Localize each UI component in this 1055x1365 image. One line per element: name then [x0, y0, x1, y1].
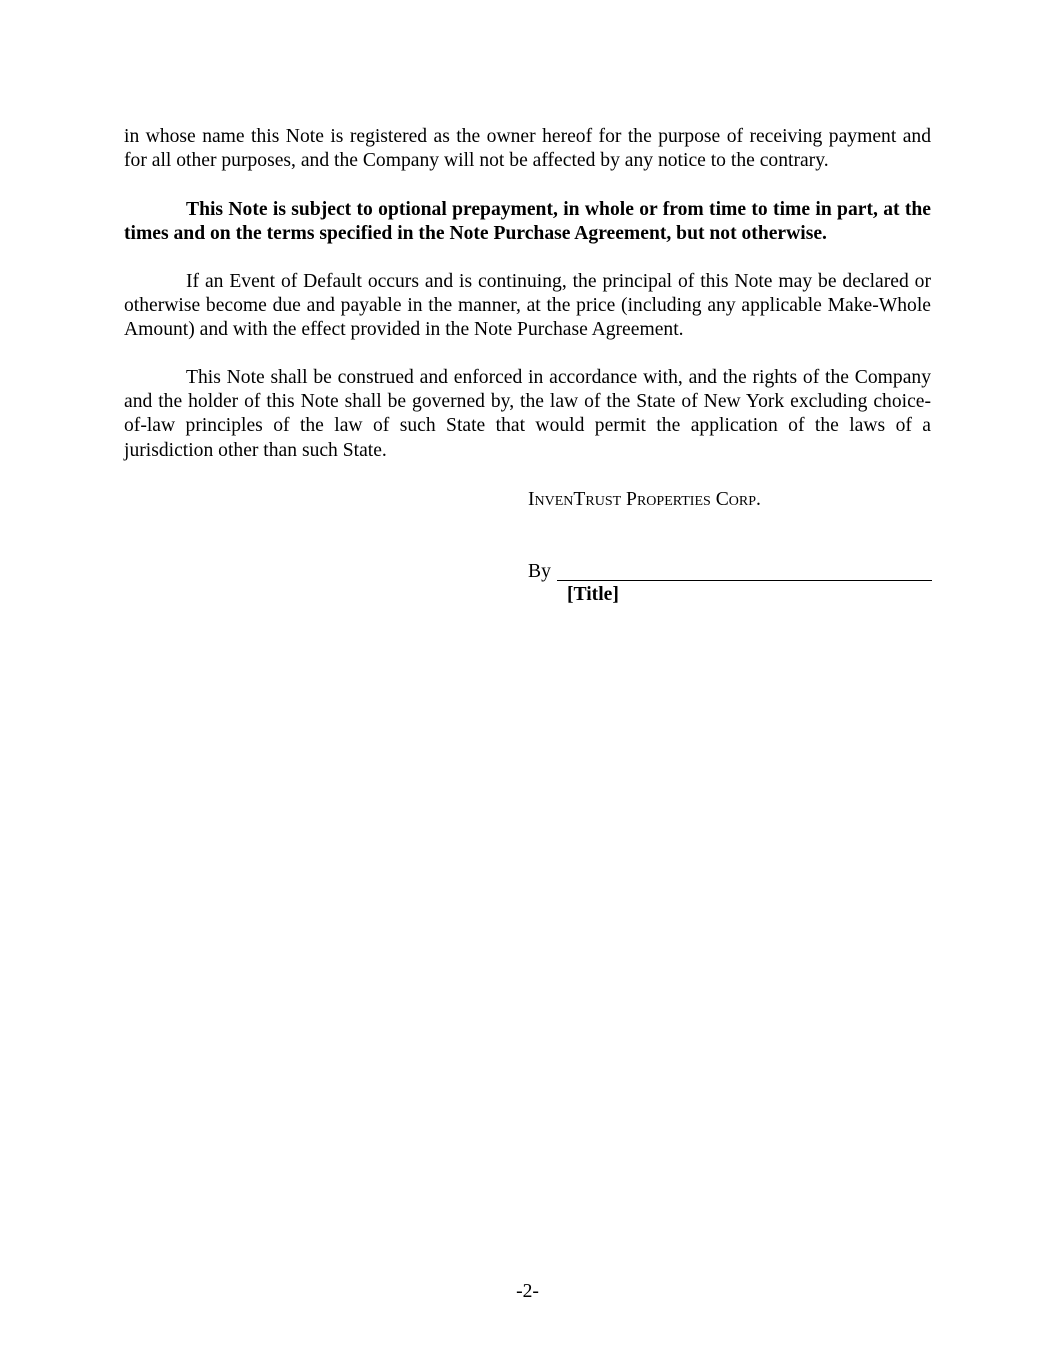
paragraph-registered-owner: in whose name this Note is registered as the owner hereof for the purpose of receiving payment and for all other purposes, and the Company will not be affected by any notice to the contrary. — [124, 126, 931, 172]
signature-title-placeholder: [Title] — [567, 584, 619, 605]
signature-line — [557, 580, 932, 581]
signature-by-label: By — [528, 561, 551, 582]
paragraph-governing-law: This Note shall be construed and enforced in accordance with, and the rights of the Company and the holder of this Note shall be governed by, the law of the State of New York excluding choice-of-law principles of the law of such State that would permit the application of the laws of a jurisdiction other than such State. — [124, 367, 931, 461]
paragraph-optional-prepayment: This Note is subject to optional prepayment, in whole or from time to time in part, at the times and on the terms specified in the Note Purchase Agreement, but not otherwise. — [124, 199, 931, 245]
signature-company-name: InvenTrust Properties Corp. — [528, 489, 761, 510]
paragraph-event-of-default: If an Event of Default occurs and is continuing, the principal of this Note may be declared or otherwise become due and payable in the manner, at the price (including any applicable Make-Whole Amount) and with the effect provided in the Note Purchase Agreement. — [124, 271, 931, 341]
page-number: -2- — [516, 1281, 539, 1302]
signature-block — [528, 560, 932, 584]
